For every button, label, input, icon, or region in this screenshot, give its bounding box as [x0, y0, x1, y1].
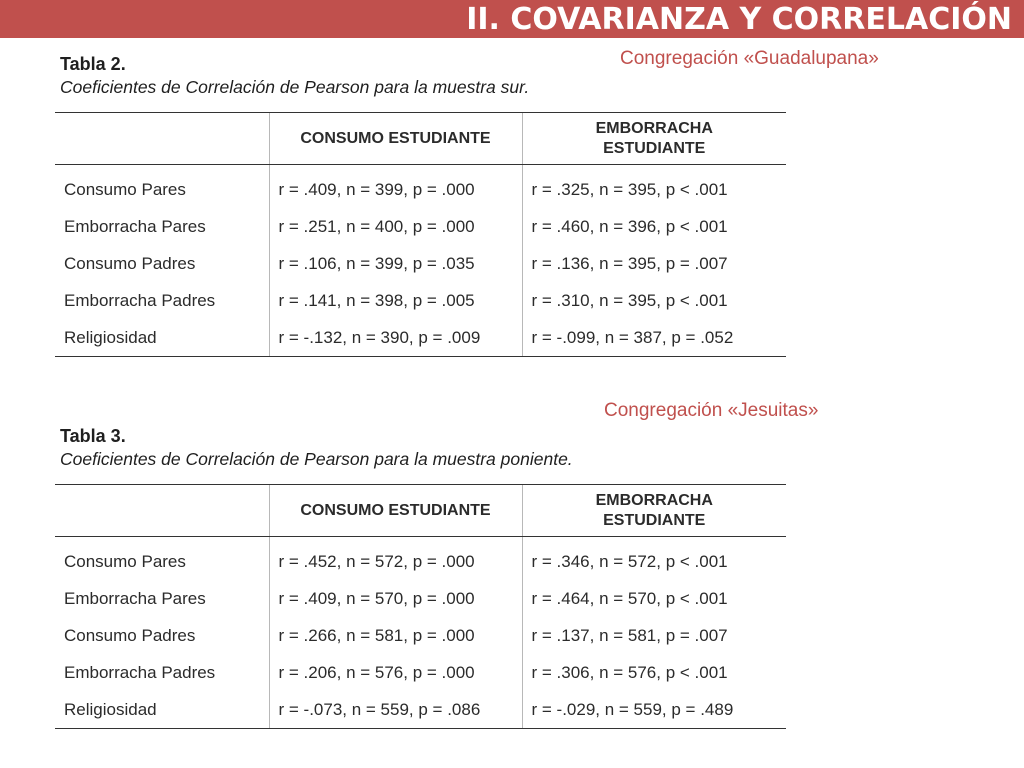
header-empty	[55, 113, 269, 165]
cell-emborracha: r = .137, n = 581, p = .007	[522, 617, 786, 654]
table-row	[55, 208, 786, 245]
cell-emborracha: r = .306, n = 576, p < .001	[522, 654, 786, 691]
table-block-2	[55, 52, 786, 357]
cell-consumo: r = .266, n = 581, p = .000	[269, 617, 522, 654]
cell-emborracha: r = -.099, n = 387, p = .052	[522, 319, 786, 357]
cell-consumo: r = .409, n = 570, p = .000	[269, 580, 522, 617]
row-label: Emborracha Padres	[64, 290, 216, 310]
cell-consumo: r = .409, n = 399, p = .000	[269, 165, 522, 209]
cell-emborracha: r = .346, n = 572, p < .001	[522, 537, 786, 581]
header-emborracha-estudiante	[522, 485, 786, 537]
table-row	[55, 319, 786, 357]
header-line: EMBORRACHA	[595, 491, 713, 509]
table-caption: Coeficientes de Correlación de Pearson para la muestra poniente.	[60, 449, 573, 469]
cell-consumo: r = -.073, n = 559, p = .086	[269, 691, 522, 729]
table-row	[55, 537, 786, 581]
row-label: Emborracha Pares	[64, 216, 206, 236]
table-row	[55, 245, 786, 282]
cell-consumo: r = .106, n = 399, p = .035	[269, 245, 522, 282]
row-label: Religiosidad	[55, 319, 269, 357]
header-line: EMBORRACHA	[595, 119, 713, 137]
table-row	[55, 282, 786, 319]
slide-title: II. COVARIANZA Y CORRELACIÓN	[466, 2, 1012, 37]
cell-emborracha: r = .136, n = 395, p = .007	[522, 245, 786, 282]
header-consumo-estudiante: CONSUMO ESTUDIANTE	[269, 113, 522, 165]
header-line: ESTUDIANTE	[603, 139, 706, 157]
congregation-label-guadalupana: Congregación «Guadalupana»	[620, 48, 879, 69]
table-row	[55, 691, 786, 729]
row-label: Consumo Pares	[64, 179, 186, 199]
table-caption: Coeficientes de Correlación de Pearson para la muestra sur.	[60, 77, 530, 97]
row-label: Consumo Pares	[64, 551, 186, 571]
congregation-label-jesuitas: Congregación «Jesuitas»	[604, 400, 819, 421]
cell-emborracha: r = .325, n = 395, p < .001	[522, 165, 786, 209]
table-row	[55, 617, 786, 654]
header-line: ESTUDIANTE	[603, 511, 706, 529]
table-label: Tabla 3.	[60, 426, 126, 446]
row-label: Emborracha Pares	[64, 588, 206, 608]
cell-consumo: r = .251, n = 400, p = .000	[269, 208, 522, 245]
header-consumo-estudiante: CONSUMO ESTUDIANTE	[269, 485, 522, 537]
table-row	[55, 165, 786, 209]
correlation-table	[55, 112, 786, 357]
cell-emborracha: r = .310, n = 395, p < .001	[522, 282, 786, 319]
cell-consumo: r = .452, n = 572, p = .000	[269, 537, 522, 581]
cell-consumo: r = .206, n = 576, p = .000	[269, 654, 522, 691]
table-label: Tabla 2.	[60, 54, 126, 74]
cell-consumo: r = -.132, n = 390, p = .009	[269, 319, 522, 357]
table-row	[55, 654, 786, 691]
header-emborracha-estudiante	[522, 113, 786, 165]
row-label: Consumo Padres	[64, 625, 196, 645]
cell-emborracha: r = -.029, n = 559, p = .489	[522, 691, 786, 729]
cell-emborracha: r = .460, n = 396, p < .001	[522, 208, 786, 245]
cell-emborracha: r = .464, n = 570, p < .001	[522, 580, 786, 617]
row-label: Emborracha Padres	[64, 662, 216, 682]
row-label: Religiosidad	[55, 691, 269, 729]
table-block-3	[55, 424, 786, 729]
table-header-row	[55, 485, 786, 537]
row-label: Consumo Padres	[64, 253, 196, 273]
correlation-table	[55, 484, 786, 729]
table-header-row	[55, 113, 786, 165]
cell-consumo: r = .141, n = 398, p = .005	[269, 282, 522, 319]
header-empty	[55, 485, 269, 537]
table-row	[55, 580, 786, 617]
